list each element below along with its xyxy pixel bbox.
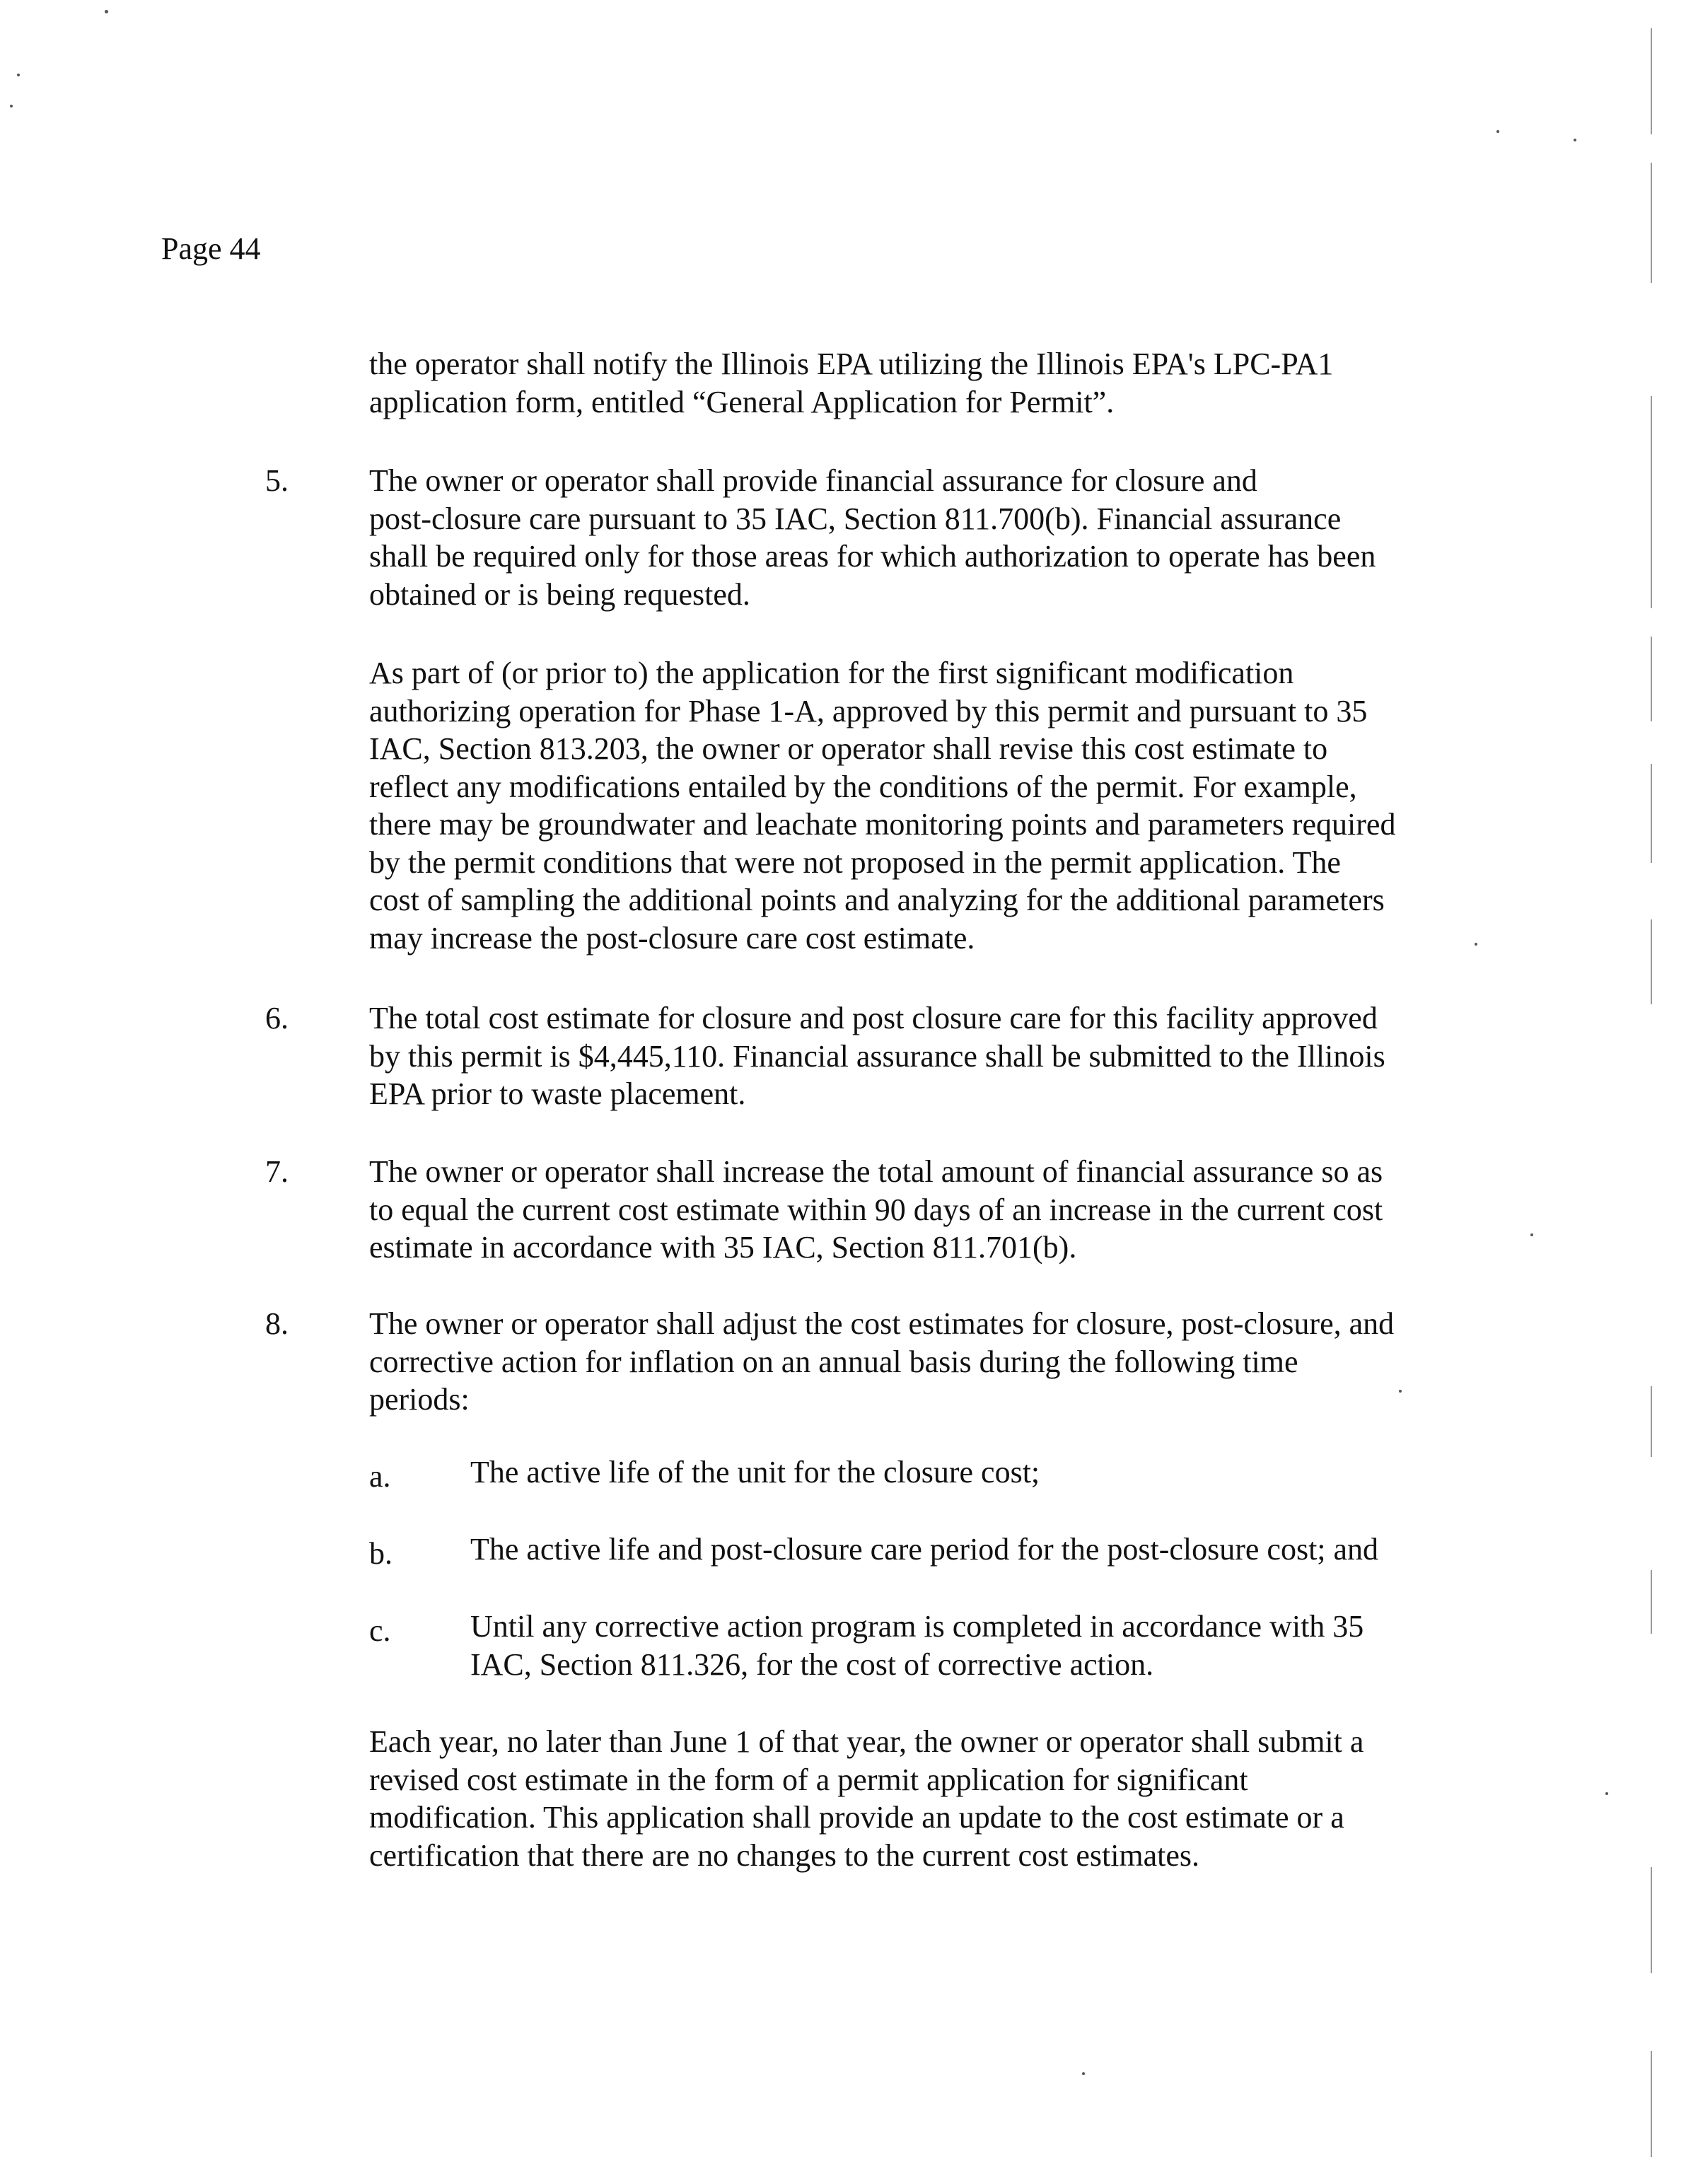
scan-edge-mark [1651,396,1652,608]
scan-speck [10,105,13,108]
text-line: to equal the current cost estimate within 90 days of an increase in the current cost [369,1192,1383,1227]
scan-speck [1082,2072,1085,2075]
text-line: The total cost estimate for closure and post closure care for this facility approved [369,1001,1378,1035]
scan-speck [1496,130,1499,133]
text-line: Each year, no later than June 1 of that year, the owner or operator shall submit a [369,1724,1364,1759]
text-line: modification. This application shall provide an update to the cost estimate or a [369,1800,1344,1835]
subitem-b-text [470,1530,1378,1569]
text-line: IAC, Section 811.326, for the cost of corrective action. [470,1646,1154,1682]
item-8-paragraph [369,1305,1394,1419]
text-line: the operator shall notify the Illinois EPA utilizing the Illinois EPA's LPC-PA1 [369,347,1334,381]
scan-speck [1574,139,1576,141]
page-number: Page 44 [161,231,261,266]
item-number-5: 5. [265,463,289,498]
scan-edge-mark [1651,2051,1652,2157]
text-line: Until any corrective action program is completed in accordance with 35 [470,1609,1364,1644]
text-line: IAC, Section 813.203, the owner or operator shall revise this cost estimate to [369,731,1328,766]
text-line: As part of (or prior to) the application for the first significant modification [369,656,1294,690]
text-line: application form, entitled “General Application for Permit”. [369,384,1115,419]
text-line: corrective action for inflation on an annual basis during the following time [369,1344,1298,1379]
item-number-6: 6. [265,1001,289,1035]
text-line: estimate in accordance with 35 IAC, Section 811.701(b). [369,1230,1077,1265]
item-number-8: 8. [265,1306,289,1341]
scan-edge-mark [1651,637,1652,721]
scan-edge-mark [1651,163,1652,283]
text-line: EPA prior to waste placement. [369,1076,746,1111]
subitem-c-text [470,1608,1364,1683]
text-line: The owner or operator shall increase the total amount of financial assurance so as [369,1154,1383,1189]
text-line: may increase the post-closure care cost estimate. [369,920,975,956]
text-line: certification that there are no changes to the current cost estimates. [369,1837,1200,1873]
text-line: The active life of the unit for the closure cost; [470,1455,1040,1489]
text-line: obtained or is being requested. [369,576,750,612]
scan-edge-mark [1651,1386,1652,1457]
item-number-7: 7. [265,1154,289,1189]
item-7-paragraph [369,1153,1383,1267]
item-8-closing-paragraph [369,1723,1364,1874]
subitem-letter-b: b. [369,1536,393,1571]
scan-edge-mark [1651,28,1652,134]
item-5-paragraph-1 [369,462,1376,613]
text-line: The owner or operator shall adjust the cost estimates for closure, post-closure, and [369,1306,1395,1341]
text-line: by this permit is $4,445,110. Financial assurance shall be submitted to the Illinois [369,1038,1385,1074]
item-5-paragraph-2 [369,654,1395,957]
continuation-paragraph [369,345,1333,421]
text-line: authorizing operation for Phase 1-A, approved by this permit and pursuant to 35 [369,693,1368,728]
text-line: by the permit conditions that were not proposed in the permit application. The [369,844,1341,880]
scan-edge-mark [1651,919,1652,1004]
scan-speck [105,10,108,13]
scan-speck [1605,1792,1608,1795]
text-line: cost of sampling the additional points and analyzing for the additional parameters [369,883,1385,917]
scan-speck [1530,1233,1533,1236]
item-6-paragraph [369,999,1385,1113]
text-line: post-closure care pursuant to 35 IAC, Section 811.700(b). Financial assurance [369,501,1342,536]
text-line: periods: [369,1382,470,1417]
text-line: there may be groundwater and leachate monitoring points and parameters required [369,807,1396,842]
text-line: The owner or operator shall provide financial assurance for closure and [369,463,1257,498]
scan-speck [17,74,20,76]
scan-edge-mark [1651,1867,1652,1973]
subitem-letter-a: a. [369,1459,391,1494]
text-line: The active life and post-closure care period for the post-closure cost; and [470,1532,1379,1567]
scan-edge-mark [1651,764,1652,863]
text-line: revised cost estimate in the form of a permit application for significant [369,1762,1248,1797]
text-line: reflect any modifications entailed by the conditions of the permit. For example, [369,769,1357,804]
subitem-a-text [470,1453,1040,1492]
subitem-letter-c: c. [369,1613,391,1648]
text-line: shall be required only for those areas for which authorization to operate has been [369,539,1376,574]
scan-speck [1399,1390,1402,1393]
scan-speck [1475,943,1477,946]
scan-edge-mark [1651,1570,1652,1634]
